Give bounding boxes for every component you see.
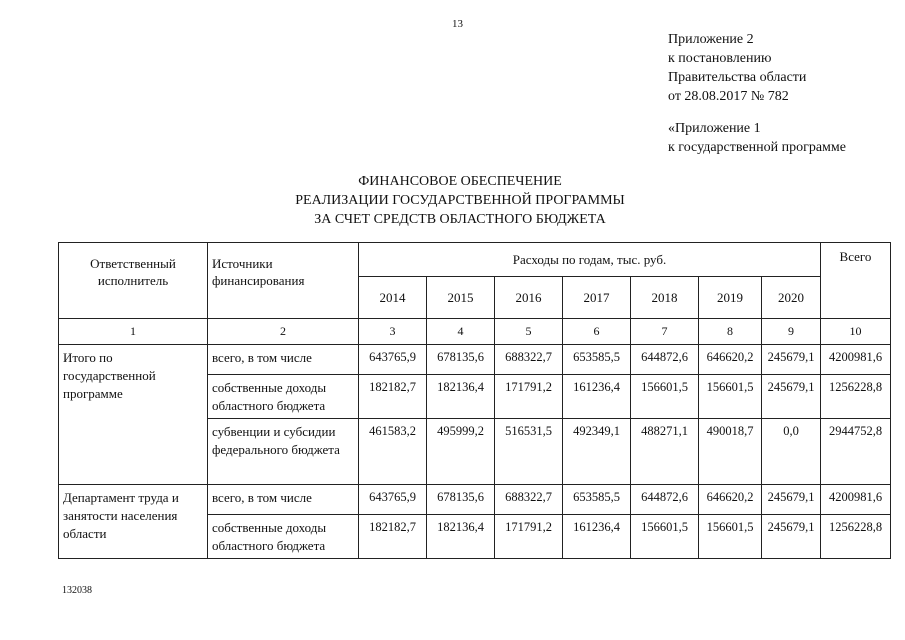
title-line: ФИНАНСОВОЕ ОБЕСПЕЧЕНИЕ (358, 174, 562, 189)
value-cell: 0,0 (762, 419, 821, 485)
value-cell: 1256228,8 (821, 515, 891, 559)
value-cell: 156601,5 (631, 515, 699, 559)
value-cell: 644872,6 (631, 345, 699, 375)
column-number: 4 (427, 319, 495, 345)
value-cell: 156601,5 (699, 375, 762, 419)
appendix-line: Приложение 2 (668, 32, 754, 47)
source-cell: собственные доходы областного бюджета (208, 375, 359, 419)
column-number: 5 (495, 319, 563, 345)
value-cell: 646620,2 (699, 345, 762, 375)
executor-cell: Департамент труда и занятости населения области (59, 485, 208, 559)
value-cell: 643765,9 (359, 485, 427, 515)
value-cell: 488271,1 (631, 419, 699, 485)
header-year: 2016 (495, 277, 563, 319)
value-cell: 245679,1 (762, 345, 821, 375)
value-cell: 156601,5 (699, 515, 762, 559)
appendix-block (668, 30, 806, 106)
value-cell: 171791,2 (495, 375, 563, 419)
value-cell: 245679,1 (762, 515, 821, 559)
column-number: 8 (699, 319, 762, 345)
table-row (59, 485, 891, 515)
appendix-line: к постановлению (668, 51, 772, 66)
finance-table (58, 242, 891, 559)
value-cell: 245679,1 (762, 485, 821, 515)
value-cell: 495999,2 (427, 419, 495, 485)
header-total: Всего (821, 243, 891, 319)
value-cell: 4200981,6 (821, 485, 891, 515)
value-cell: 1256228,8 (821, 375, 891, 419)
value-cell: 4200981,6 (821, 345, 891, 375)
header-executor: Ответственный исполнитель (59, 243, 208, 319)
value-cell: 678135,6 (427, 345, 495, 375)
header-expenses: Расходы по годам, тыс. руб. (359, 243, 821, 277)
header-year: 2020 (762, 277, 821, 319)
value-cell: 182182,7 (359, 375, 427, 419)
value-cell: 688322,7 (495, 485, 563, 515)
column-number: 6 (563, 319, 631, 345)
source-cell: всего, в том числе (208, 345, 359, 375)
source-cell: субвенции и субсидии федерального бюджета (208, 419, 359, 485)
value-cell: 461583,2 (359, 419, 427, 485)
appendix-line: «Приложение 1 (668, 121, 761, 136)
value-cell: 516531,5 (495, 419, 563, 485)
value-cell: 156601,5 (631, 375, 699, 419)
appendix-line: Правительства области (668, 70, 807, 85)
page-number: 13 (452, 18, 463, 30)
value-cell: 688322,7 (495, 345, 563, 375)
column-number: 2 (208, 319, 359, 345)
value-cell: 653585,5 (563, 485, 631, 515)
appendix-block-2 (668, 119, 846, 157)
appendix-line: от 28.08.2017 № 782 (668, 89, 789, 104)
header-sources: Источники финансирования (208, 243, 359, 319)
table-row (59, 345, 891, 375)
source-cell: собственные доходы областного бюджета (208, 515, 359, 559)
value-cell: 2944752,8 (821, 419, 891, 485)
value-cell: 653585,5 (563, 345, 631, 375)
column-number: 1 (59, 319, 208, 345)
value-cell: 646620,2 (699, 485, 762, 515)
column-number: 9 (762, 319, 821, 345)
value-cell: 171791,2 (495, 515, 563, 559)
column-number: 7 (631, 319, 699, 345)
value-cell: 678135,6 (427, 485, 495, 515)
value-cell: 245679,1 (762, 375, 821, 419)
header-year: 2018 (631, 277, 699, 319)
value-cell: 161236,4 (563, 515, 631, 559)
header-year: 2015 (427, 277, 495, 319)
header-year: 2019 (699, 277, 762, 319)
appendix-line: к государственной программе (668, 140, 846, 155)
value-cell: 490018,7 (699, 419, 762, 485)
column-number: 3 (359, 319, 427, 345)
column-number: 10 (821, 319, 891, 345)
document-title (200, 172, 720, 229)
document-code: 132038 (62, 585, 92, 596)
header-year: 2014 (359, 277, 427, 319)
value-cell: 182182,7 (359, 515, 427, 559)
title-line: РЕАЛИЗАЦИИ ГОСУДАРСТВЕННОЙ ПРОГРАММЫ (295, 193, 625, 208)
executor-cell: Итого по государственной программе (59, 345, 208, 485)
title-line: ЗА СЧЕТ СРЕДСТВ ОБЛАСТНОГО БЮДЖЕТА (314, 212, 606, 227)
value-cell: 161236,4 (563, 375, 631, 419)
value-cell: 644872,6 (631, 485, 699, 515)
header-year: 2017 (563, 277, 631, 319)
value-cell: 643765,9 (359, 345, 427, 375)
value-cell: 492349,1 (563, 419, 631, 485)
source-cell: всего, в том числе (208, 485, 359, 515)
value-cell: 182136,4 (427, 375, 495, 419)
value-cell: 182136,4 (427, 515, 495, 559)
